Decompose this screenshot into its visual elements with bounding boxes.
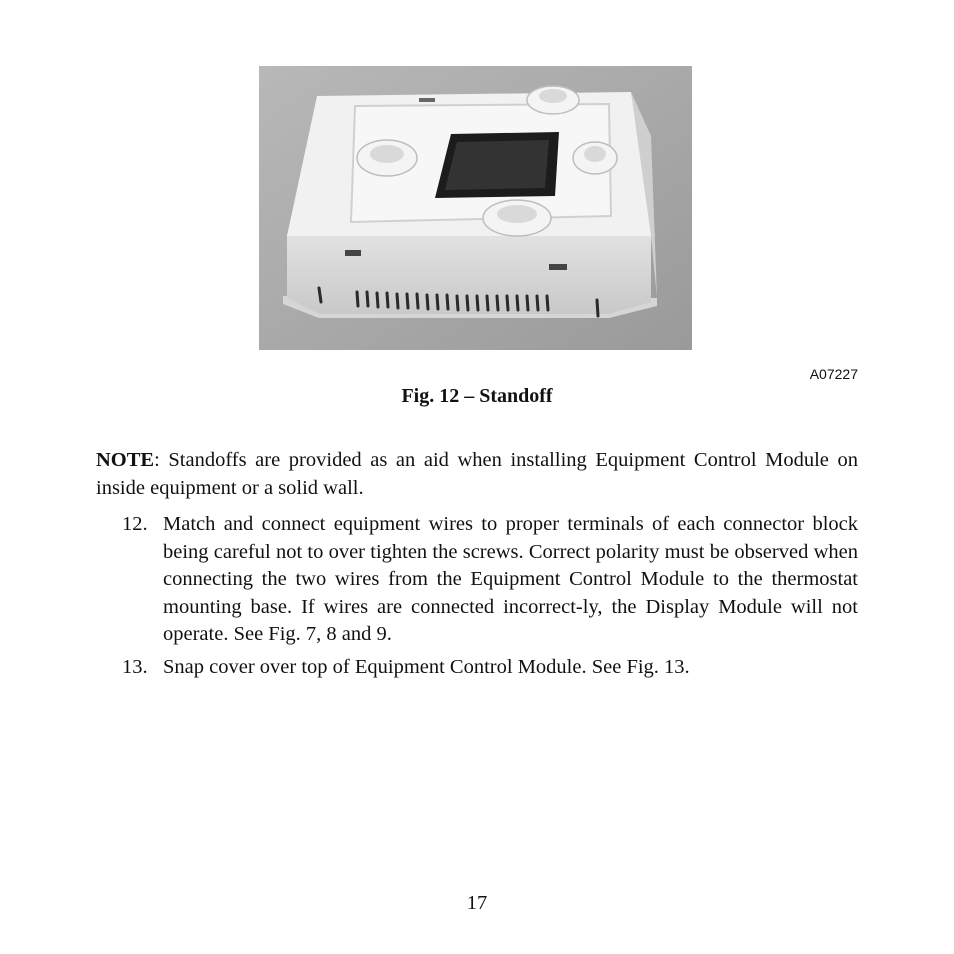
standoff-photo [259,66,692,350]
page-number: 17 [466,892,488,914]
step-number: 12. [122,513,148,535]
note-label: NOTE [96,449,155,471]
step-text: Match and connect equipment wires to proper terminals of each connector block being careful not to over tighten the screws. Correct polarity must be observed when connecting the two wires from the Equipment Control Module to the thermostat mounting base. If wires are connected incorrect-ly, the Display Module will not operate. See Fig. 7, 8 and 9. [163,513,858,645]
note-text: : Standoffs are provided as an aid when installing Equipment Control Module on inside equipment or a solid wall. [96,449,858,499]
list-item [96,654,858,682]
step-text: Snap cover over top of Equipment Control Module. See Fig. 13. [163,655,690,678]
instruction-list [96,511,858,686]
figure-code: A07227 [809,366,858,382]
note-paragraph [96,446,858,502]
figure-caption: Fig. 12 – Standoff [401,385,553,407]
step-number: 13. [122,655,148,678]
list-item [96,511,858,649]
